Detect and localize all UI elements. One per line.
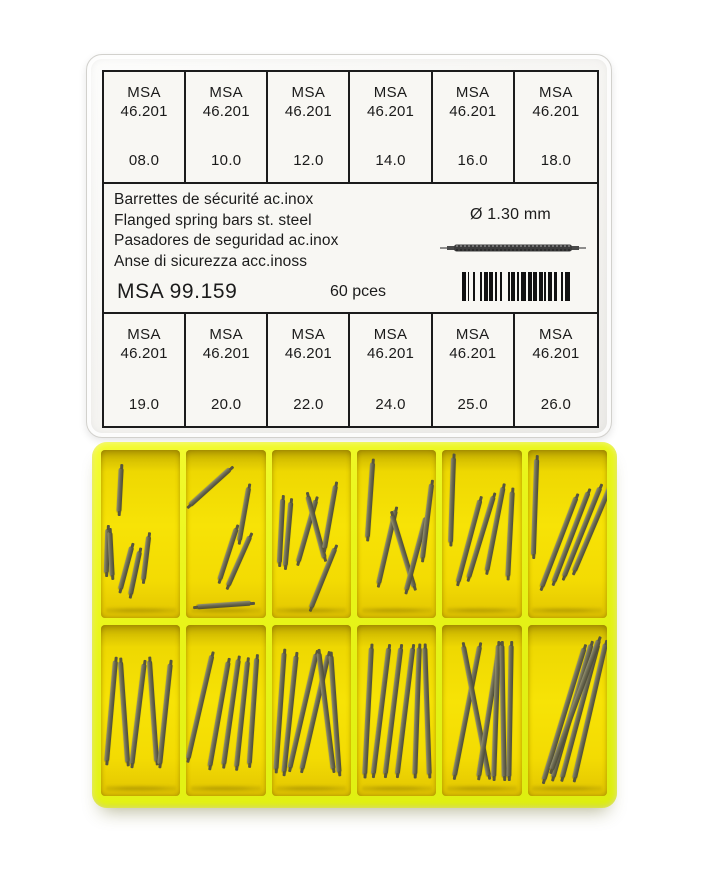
cell-ref: 46.201 xyxy=(120,345,168,362)
description-line-it: Anse di sicurezza acc.inoss xyxy=(114,252,308,270)
label-cell-14.0 xyxy=(350,72,432,182)
spring-bar xyxy=(505,491,514,576)
compartment-25.0 xyxy=(442,625,521,796)
tray-row-bottom xyxy=(101,625,607,796)
cell-ref: 46.201 xyxy=(532,345,580,362)
spring-bar xyxy=(104,660,118,761)
label-cell-22.0 xyxy=(268,314,350,426)
barcode-stripe xyxy=(570,272,572,301)
tray-row-top xyxy=(101,450,607,618)
label-row-top xyxy=(104,72,597,182)
cell-size: 24.0 xyxy=(375,396,406,413)
description-line-en: Flanged spring bars st. steel xyxy=(114,211,312,229)
cell-ref: 46.201 xyxy=(120,103,168,120)
label-cell-12.0 xyxy=(268,72,350,182)
description-line-fr: Barrettes de sécurité ac.inox xyxy=(114,191,314,208)
cell-size: 08.0 xyxy=(128,152,160,169)
cell-ref: 46.201 xyxy=(202,345,250,362)
cell-ref: 46.201 xyxy=(449,345,497,362)
cell-size: 25.0 xyxy=(457,396,488,413)
yellow-assortment-box xyxy=(92,442,617,808)
spring-bar xyxy=(188,467,231,507)
cell-brand: MSA xyxy=(455,326,490,343)
spring-bar xyxy=(422,647,431,774)
spring-bar xyxy=(108,532,115,576)
cell-brand: MSA xyxy=(127,326,161,343)
spring-bar-drawing xyxy=(438,240,588,256)
spring-bar xyxy=(413,647,422,774)
cell-brand: MSA xyxy=(291,84,326,101)
cell-ref: 46.201 xyxy=(367,103,415,120)
cell-brand: MSA xyxy=(539,326,573,343)
spring-bar xyxy=(116,468,123,512)
label-cell-24.0 xyxy=(350,314,432,426)
cell-brand: MSA xyxy=(455,84,490,101)
compartment-18.0 xyxy=(528,450,607,618)
compartment-19.0 xyxy=(101,625,180,796)
label-cell-10.0 xyxy=(186,72,268,182)
label-cell-26.0 xyxy=(515,314,597,426)
label-cell-08.0 xyxy=(104,72,186,182)
cell-brand: MSA xyxy=(127,84,161,101)
spring-bar xyxy=(448,458,456,543)
cell-size: 18.0 xyxy=(540,152,572,169)
cell-size: 16.0 xyxy=(457,152,488,169)
compartment-20.0 xyxy=(186,625,265,796)
label-row-bottom xyxy=(104,314,597,426)
label-cell-25.0 xyxy=(433,314,515,426)
spring-bar xyxy=(147,660,159,761)
cell-size: 10.0 xyxy=(211,152,242,169)
compartment-22.0 xyxy=(272,625,351,796)
cell-brand: MSA xyxy=(209,326,244,343)
spring-bar xyxy=(506,644,513,776)
box-lid xyxy=(86,54,612,438)
cell-brand: MSA xyxy=(209,84,244,101)
spring-bar xyxy=(322,485,338,549)
cell-ref: 46.201 xyxy=(367,345,415,362)
cell-ref: 46.201 xyxy=(532,103,580,120)
piece-count: 60 pces xyxy=(330,283,387,300)
cell-ref: 46.201 xyxy=(449,103,497,120)
label-cell-20.0 xyxy=(186,314,268,426)
label-cell-19.0 xyxy=(104,314,186,426)
diameter-value: Ø 1.30 mm xyxy=(470,206,551,223)
spring-bar xyxy=(130,663,147,764)
spring-bar xyxy=(157,663,173,764)
spring-bar xyxy=(283,502,294,566)
compartment-14.0 xyxy=(357,450,436,618)
cell-ref: 46.201 xyxy=(202,103,250,120)
compartment-26.0 xyxy=(528,625,607,796)
cell-brand: MSA xyxy=(291,326,326,343)
cell-ref: 46.201 xyxy=(284,103,332,120)
spring-bar xyxy=(197,600,251,609)
spring-bar xyxy=(186,655,214,759)
assortment-reference: MSA 99.159 xyxy=(117,280,238,303)
barcode xyxy=(462,272,572,301)
description-line-es: Pasadores de seguridad ac.inox xyxy=(114,232,339,249)
description-lines xyxy=(114,190,338,272)
label-middle-band xyxy=(104,182,597,314)
spring-bar xyxy=(118,662,130,763)
cell-brand: MSA xyxy=(539,84,573,101)
cell-brand: MSA xyxy=(373,326,408,343)
compartment-24.0 xyxy=(357,625,436,796)
cell-size: 20.0 xyxy=(211,396,242,413)
cell-brand: MSA xyxy=(373,84,408,101)
cell-size: 12.0 xyxy=(293,152,324,169)
cell-size: 22.0 xyxy=(293,396,324,413)
spring-bar xyxy=(141,535,151,579)
compartment-16.0 xyxy=(442,450,521,618)
spring-bar xyxy=(365,463,375,538)
compartment-08.0 xyxy=(101,450,180,618)
label-table xyxy=(102,70,599,428)
compartment-tray xyxy=(101,450,607,796)
spring-bar xyxy=(531,459,539,555)
label-cell-18.0 xyxy=(515,72,597,182)
label-cell-16.0 xyxy=(433,72,515,182)
cell-size: 26.0 xyxy=(540,396,572,413)
compartment-12.0 xyxy=(272,450,351,618)
compartment-10.0 xyxy=(186,450,265,618)
cell-ref: 46.201 xyxy=(284,345,332,362)
cell-size: 14.0 xyxy=(375,152,406,169)
cell-size: 19.0 xyxy=(128,396,160,413)
